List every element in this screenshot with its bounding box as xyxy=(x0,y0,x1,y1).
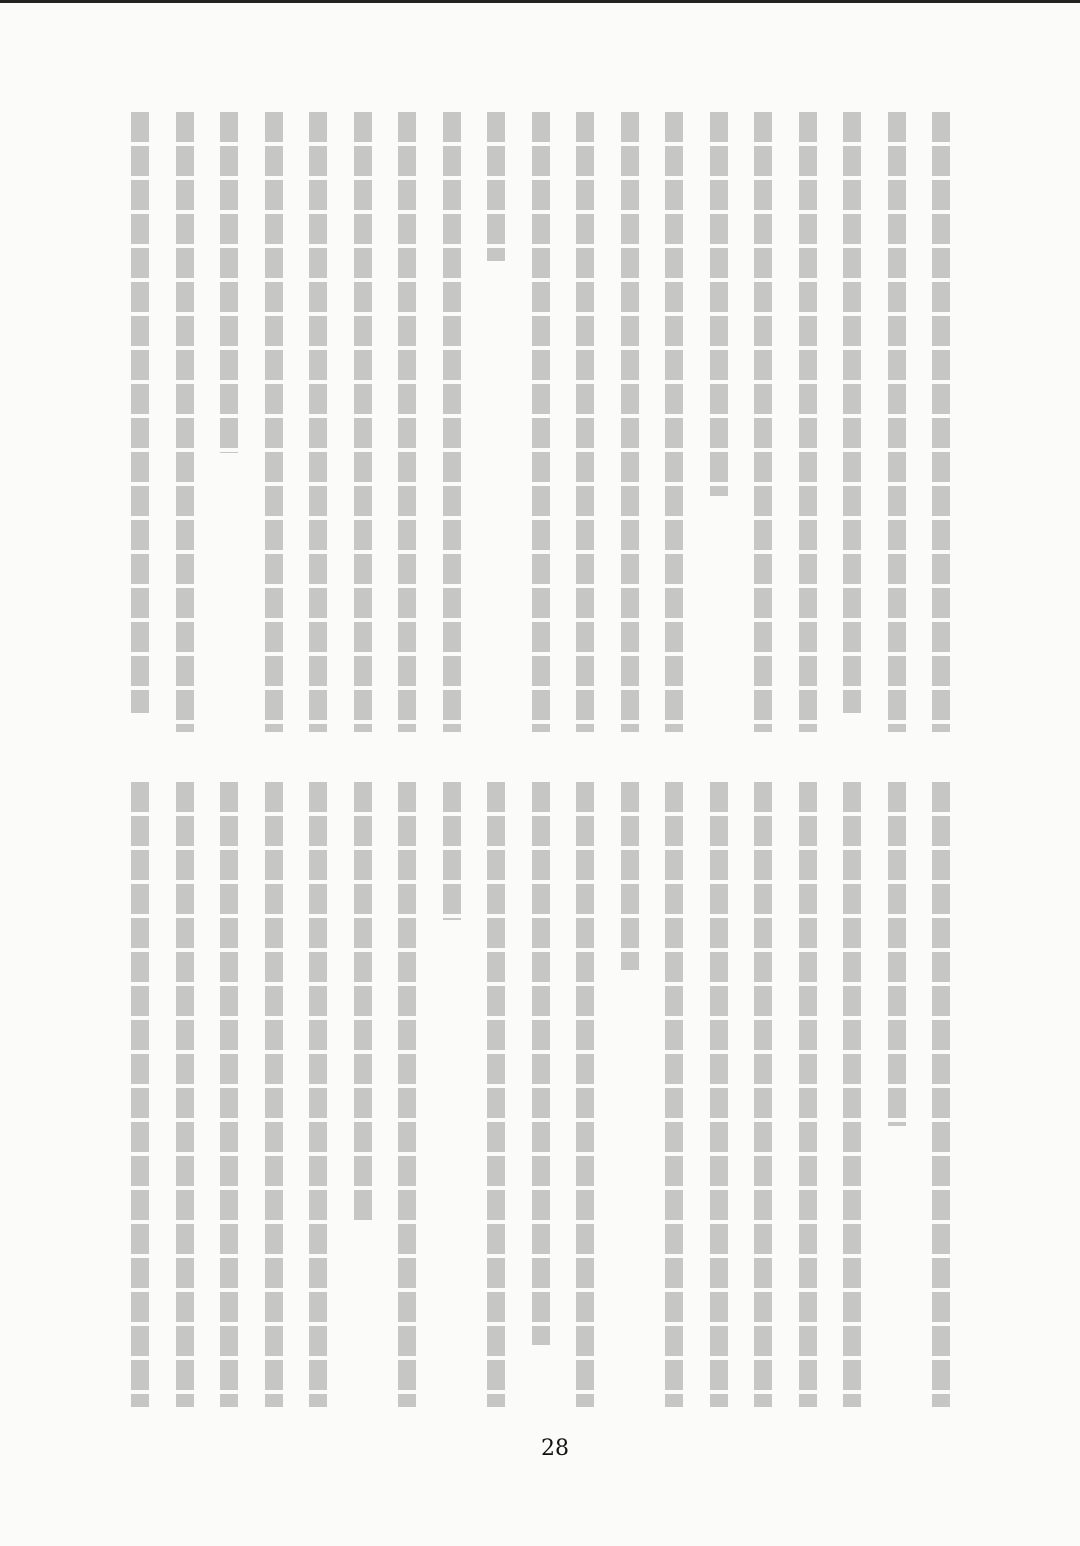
text-column xyxy=(443,782,461,920)
text-column xyxy=(443,112,461,732)
text-column xyxy=(754,112,772,732)
text-column xyxy=(888,112,906,732)
text-column xyxy=(487,782,505,1407)
text-column xyxy=(265,112,283,732)
text-column xyxy=(843,112,861,713)
scan-edge xyxy=(0,0,1080,3)
text-column xyxy=(665,112,683,732)
text-column xyxy=(576,112,594,732)
text-column xyxy=(665,782,683,1407)
text-column xyxy=(532,782,550,1345)
text-column xyxy=(710,112,728,496)
text-column xyxy=(398,112,416,732)
text-column xyxy=(487,112,505,261)
text-column xyxy=(176,112,194,732)
text-column xyxy=(265,782,283,1407)
text-column xyxy=(220,112,238,453)
text-column xyxy=(131,782,149,1407)
text-column xyxy=(888,782,906,1126)
text-column xyxy=(799,112,817,732)
text-column xyxy=(576,782,594,1407)
text-column xyxy=(621,112,639,732)
text-column xyxy=(710,782,728,1407)
text-column xyxy=(754,782,772,1407)
text-column xyxy=(176,782,194,1407)
text-column xyxy=(131,112,149,713)
text-column xyxy=(220,782,238,1407)
text-column xyxy=(398,782,416,1407)
text-column xyxy=(309,782,327,1407)
text-column xyxy=(309,112,327,732)
text-column xyxy=(843,782,861,1407)
text-column xyxy=(799,782,817,1407)
text-column xyxy=(532,112,550,732)
text-column xyxy=(354,782,372,1220)
text-column xyxy=(932,782,950,1407)
page-number: 28 xyxy=(541,1436,569,1461)
text-column xyxy=(354,112,372,732)
text-column xyxy=(621,782,639,970)
text-column xyxy=(932,112,950,732)
